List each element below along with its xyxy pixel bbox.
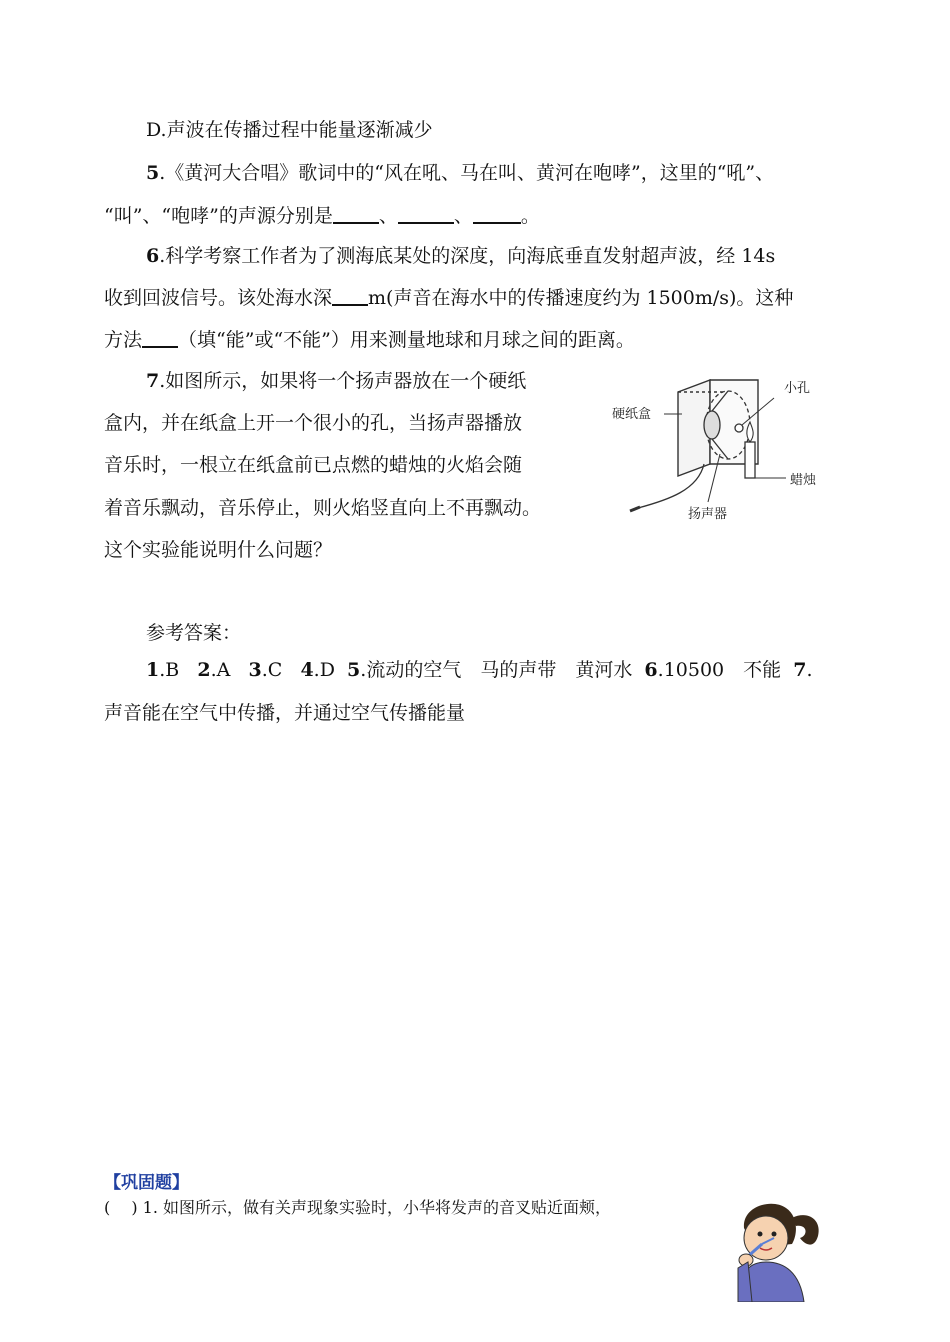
separator: 、 bbox=[453, 205, 473, 227]
answer-7-dot: . bbox=[806, 659, 813, 681]
question-5-text: .《黄河大合唱》歌词中的“风在吼、马在叫、黄河在咆哮”，这里的“吼”、 bbox=[159, 162, 775, 184]
question-5-text2: “叫”、“咆哮”的声源分别是 bbox=[104, 205, 333, 227]
question-7-text: .如图所示，如果将一个扬声器放在一个硬纸 bbox=[159, 370, 527, 392]
girl-tuning-fork-illustration bbox=[724, 1198, 826, 1302]
blank-call[interactable] bbox=[398, 204, 454, 224]
answer-5-number: 5 bbox=[347, 659, 361, 681]
question-6-text4: 方法 bbox=[104, 329, 143, 351]
question-5-line2 bbox=[104, 203, 540, 229]
speaker-box-figure bbox=[608, 370, 844, 530]
plug bbox=[630, 507, 640, 511]
label-speaker: 扬声器 bbox=[688, 507, 728, 522]
question-7-line1 bbox=[146, 368, 526, 394]
answer-4: .D bbox=[313, 659, 335, 681]
question-6-text5: （填“能”或“不能”）用来测量地球和月球之间的距离。 bbox=[178, 329, 635, 351]
answer-3-number: 3 bbox=[248, 659, 262, 681]
label-candle: 蜡烛 bbox=[790, 473, 817, 488]
answer-6: .10500 不能 bbox=[657, 659, 782, 681]
period: 。 bbox=[520, 205, 540, 227]
answers-line2: 声音能在空气中传播，并通过空气传播能量 bbox=[104, 702, 466, 724]
question-7-number: 7 bbox=[146, 370, 160, 392]
question-7-line2: 盒内，并在纸盒上开一个很小的孔，当扬声器播放 bbox=[104, 412, 523, 434]
label-box: 硬纸盒 bbox=[612, 407, 652, 422]
blank-howl[interactable] bbox=[473, 204, 521, 224]
question-6-line1 bbox=[146, 243, 775, 269]
hole bbox=[735, 424, 743, 432]
consolidation-question-1: ( ) 1. 如图所示，做有关声现象实验时，小华将发声的音叉贴近面颊， bbox=[104, 1198, 612, 1217]
answer-5: .流动的空气 马的声带 黄河水 bbox=[360, 659, 633, 681]
question-7-line5: 这个实验能说明什么问题？ bbox=[104, 539, 333, 561]
answer-1: .B bbox=[159, 659, 180, 681]
question-7-line3: 音乐时，一根立在纸盒前已点燃的蜡烛的火焰会随 bbox=[104, 454, 523, 476]
answer-7-number: 7 bbox=[793, 659, 807, 681]
answers-line1 bbox=[146, 657, 813, 683]
question-5-number: 5 bbox=[146, 162, 160, 184]
answer-6-number: 6 bbox=[644, 659, 658, 681]
question-6-line3 bbox=[104, 327, 635, 353]
answer-2: .A bbox=[210, 659, 231, 681]
answers-heading: 参考答案： bbox=[146, 622, 242, 644]
question-6-line2 bbox=[104, 285, 793, 311]
question-5-line1 bbox=[146, 160, 774, 186]
question-6-text3: m(声音在海水中的传播速度约为 1500m/s)。这种 bbox=[368, 287, 794, 309]
blank-roar[interactable] bbox=[333, 204, 379, 224]
question-6-number: 6 bbox=[146, 245, 160, 267]
question-6-text2: 收到回波信号。该处海水深 bbox=[104, 287, 333, 309]
answer-4-number: 4 bbox=[300, 659, 314, 681]
answer-3: .C bbox=[261, 659, 283, 681]
question-6-text: .科学考察工作者为了测海底某处的深度，向海底垂直发射超声波，经 14s bbox=[159, 245, 776, 267]
option-d: D.声波在传播过程中能量逐渐减少 bbox=[146, 119, 433, 141]
separator: 、 bbox=[378, 205, 398, 227]
label-hole: 小孔 bbox=[784, 381, 811, 396]
answer-1-number: 1 bbox=[146, 659, 160, 681]
blank-depth[interactable] bbox=[332, 286, 368, 306]
answer-2-number: 2 bbox=[197, 659, 211, 681]
section-title-consolidation: 【巩固题】 bbox=[104, 1173, 189, 1193]
question-7-line4: 着音乐飘动，音乐停止，则火焰竖直向上不再飘动。 bbox=[104, 497, 542, 519]
blank-can-or-cannot[interactable] bbox=[142, 328, 178, 348]
